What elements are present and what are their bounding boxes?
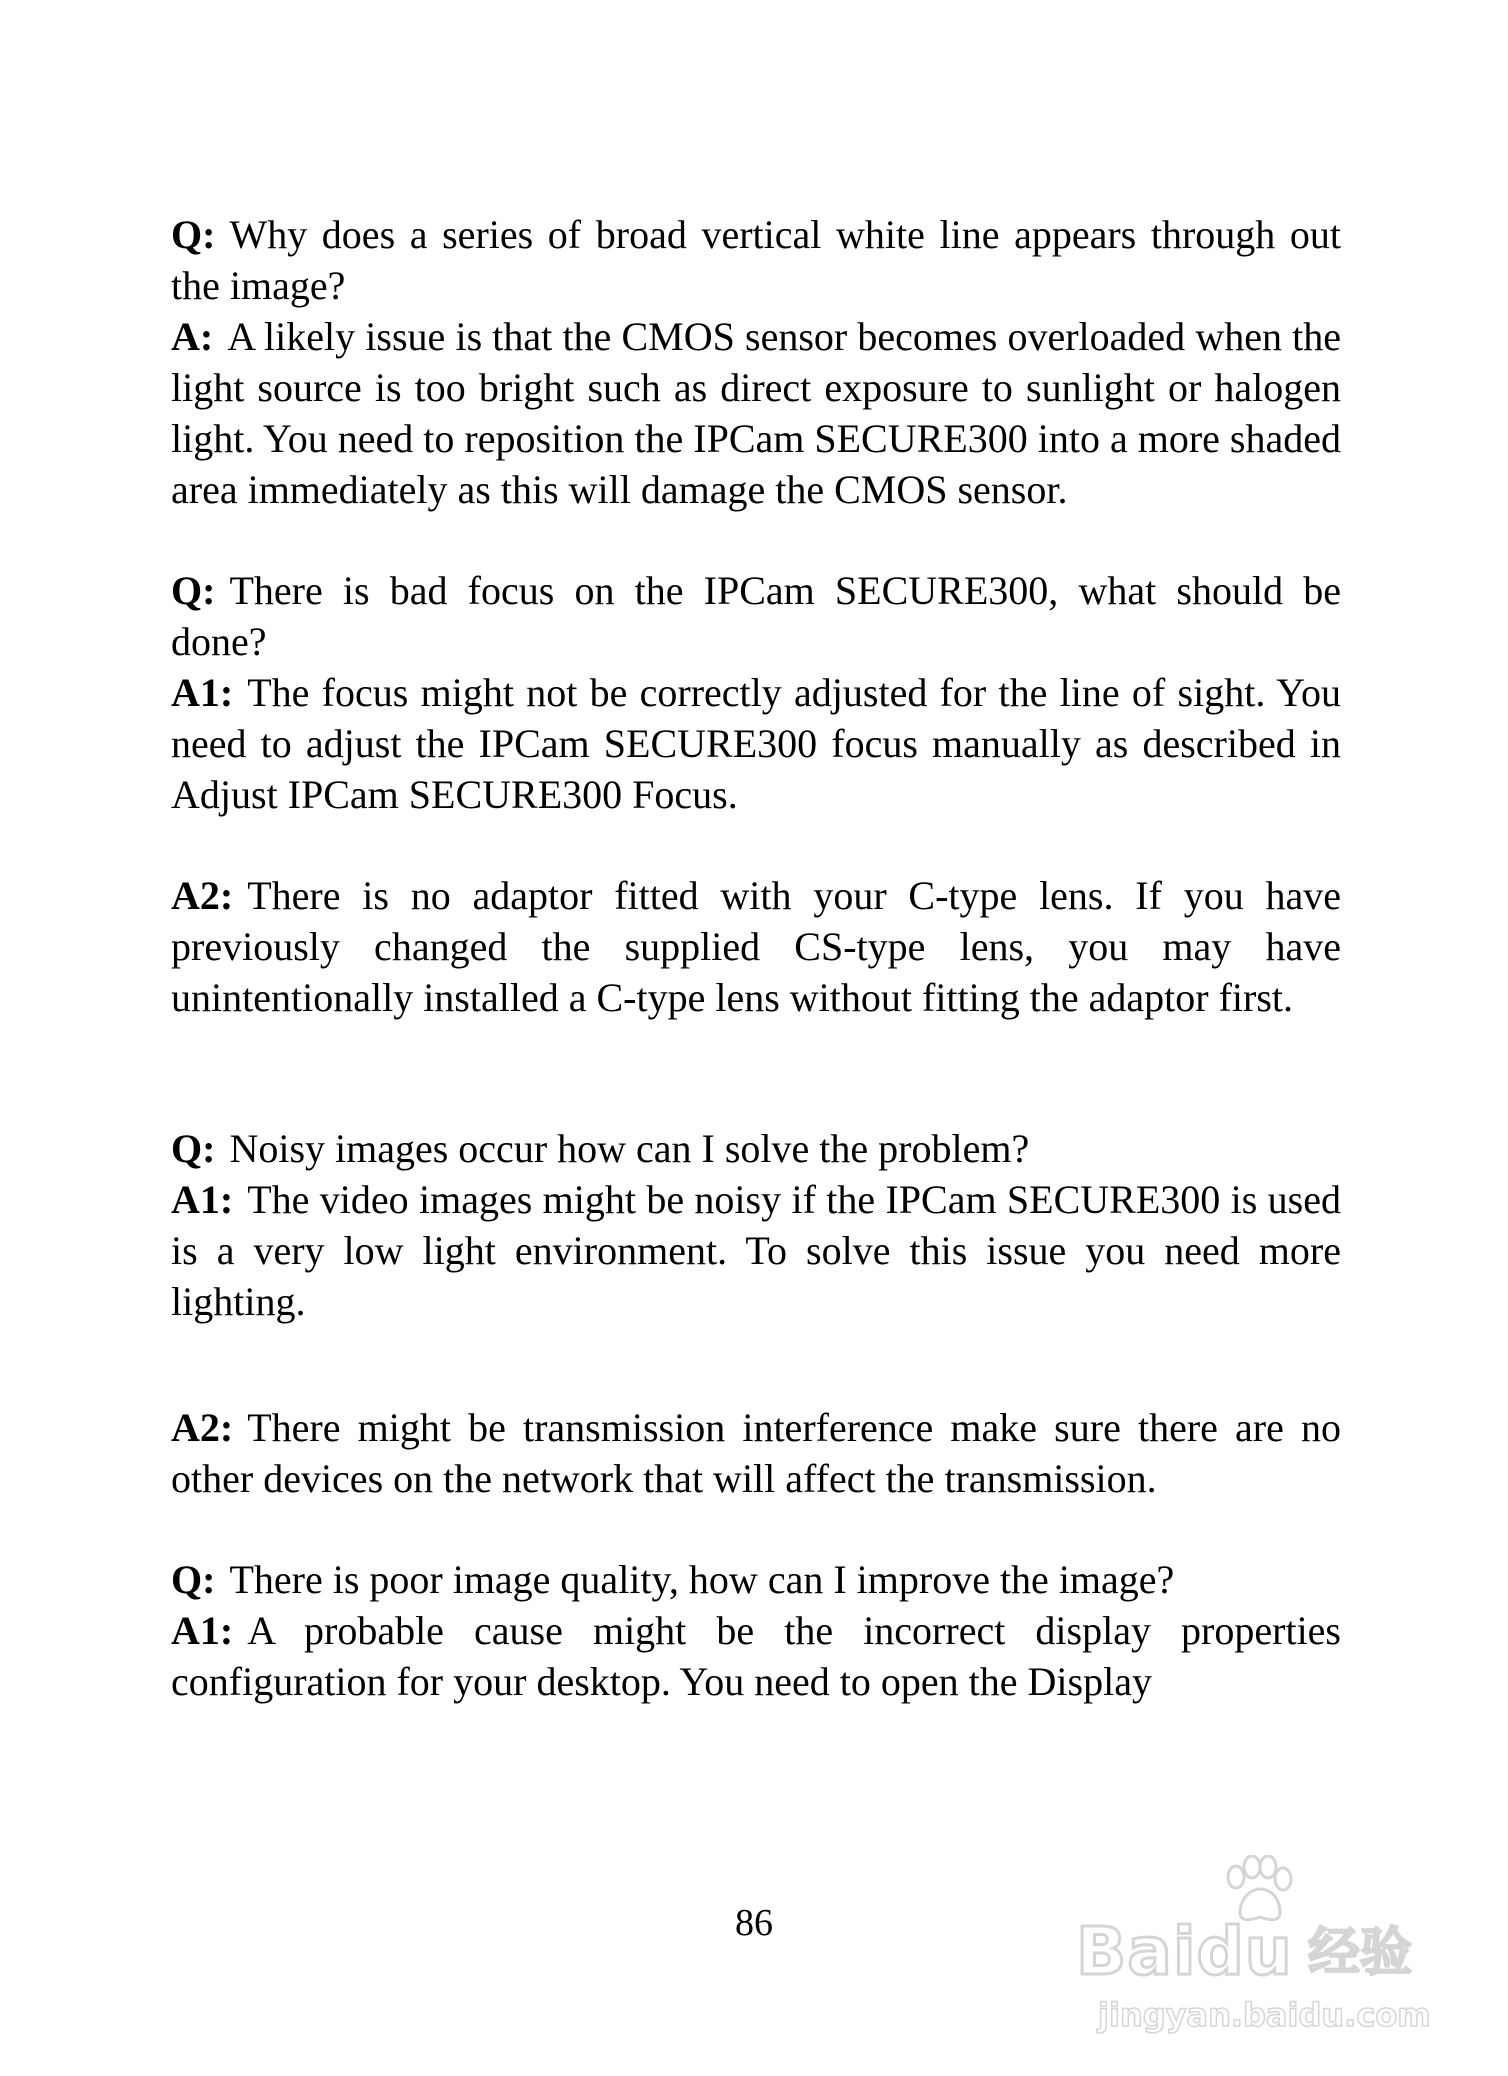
watermark-brand: Baidu bbox=[1076, 1913, 1293, 1990]
faq-answer bbox=[171, 1174, 1341, 1327]
faq-answer bbox=[171, 311, 1341, 515]
faq-question bbox=[171, 565, 1341, 667]
answer-label: A2: bbox=[171, 1405, 234, 1450]
answer-text: A likely issue is that the CMOS sensor becomes overloaded when the light source is too bright such as direct exposure to sunlight or halogen light. You need to reposition the IPCam SECURE300 into a more shaded area immediately as this will damage the CMOS sensor. bbox=[171, 314, 1341, 512]
answer-label: A1: bbox=[171, 670, 234, 715]
document-body bbox=[171, 209, 1341, 1707]
faq-question bbox=[171, 209, 1341, 311]
answer-label: A1: bbox=[171, 1608, 234, 1653]
question-text: Why does a series of broad vertical white line appears through out the image? bbox=[171, 212, 1341, 308]
watermark-cn: 经验 bbox=[1308, 1923, 1413, 1983]
answer-text: There is no adaptor fitted with your C-type lens. If you have previously changed the supplied CS-type lens, you may have unintentionally installed a C-type lens without fitting the adaptor first. bbox=[171, 873, 1341, 1020]
spacer bbox=[171, 1023, 1341, 1123]
page-number: 86 bbox=[735, 1902, 773, 1944]
question-label: Q: bbox=[171, 212, 216, 257]
spacer bbox=[171, 820, 1341, 870]
answer-text: The focus might not be correctly adjusted for the line of sight. You need to adjust the IPCam SECURE300 focus manually as described in Adjust IPCam SECURE300 Focus. bbox=[171, 670, 1341, 817]
baidu-watermark bbox=[1068, 1855, 1468, 2055]
watermark-url: jingyan.baidu.com bbox=[1098, 1996, 1431, 2034]
faq-answer bbox=[171, 1402, 1341, 1504]
question-text: Noisy images occur how can I solve the problem? bbox=[229, 1126, 1030, 1171]
spacer bbox=[171, 1327, 1341, 1402]
answer-label: A: bbox=[171, 314, 214, 359]
answer-label: A2: bbox=[171, 873, 234, 918]
faq-answer bbox=[171, 1605, 1341, 1707]
faq-answer bbox=[171, 870, 1341, 1023]
answer-text: There might be transmission interference make sure there are no other devices on the network that will affect the transmission. bbox=[171, 1405, 1341, 1501]
spacer bbox=[171, 1504, 1341, 1554]
faq-question bbox=[171, 1554, 1341, 1605]
question-label: Q: bbox=[171, 568, 216, 613]
faq-question bbox=[171, 1123, 1341, 1174]
spacer bbox=[171, 515, 1341, 565]
question-text: There is poor image quality, how can I improve the image? bbox=[229, 1557, 1175, 1602]
faq-answer bbox=[171, 667, 1341, 820]
answer-label: A1: bbox=[171, 1177, 234, 1222]
question-label: Q: bbox=[171, 1557, 216, 1602]
answer-text: A probable cause might be the incorrect display properties configuration for your desktop. You need to open the Display bbox=[171, 1608, 1341, 1704]
answer-text: The video images might be noisy if the IPCam SECURE300 is used is a very low light environment. To solve this issue you need more lighting. bbox=[171, 1177, 1341, 1324]
question-text: There is bad focus on the IPCam SECURE300, what should be done? bbox=[171, 568, 1341, 664]
question-label: Q: bbox=[171, 1126, 216, 1171]
